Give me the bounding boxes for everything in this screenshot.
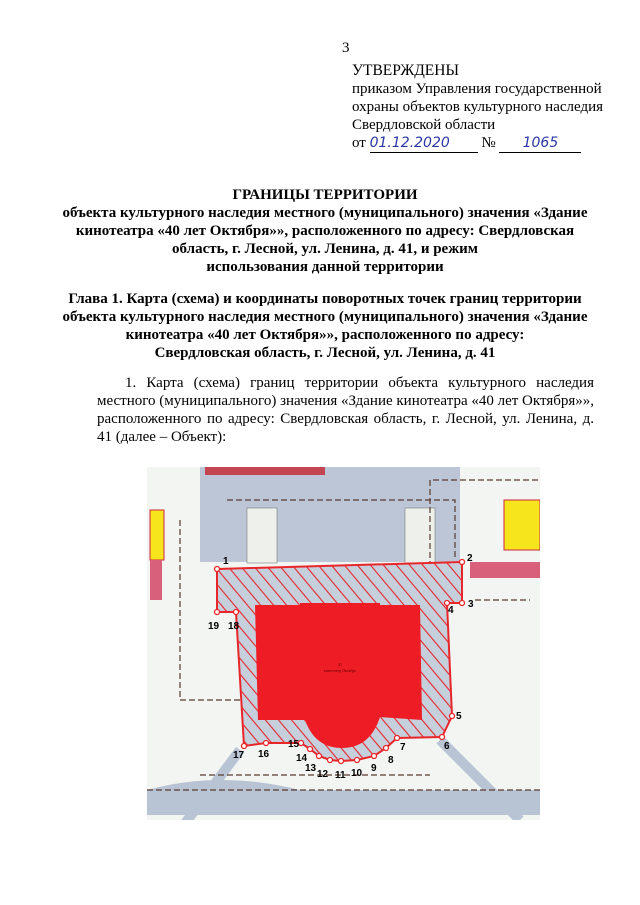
boundary-point-label: 15: [288, 739, 300, 750]
approval-line: приказом Управления государственной: [352, 81, 602, 97]
boundary-point-marker: [317, 754, 322, 759]
chapter-heading: [60, 290, 590, 362]
boundary-point-marker: [450, 714, 455, 719]
boundary-point-label: 14: [296, 753, 308, 764]
boundary-point-marker: [395, 736, 400, 741]
boundary-point-marker: [339, 759, 344, 764]
boundary-point-marker: [308, 747, 313, 752]
pink-strip: [205, 467, 325, 475]
boundary-point-label: 4: [448, 605, 454, 616]
boundary-point-marker: [328, 758, 333, 763]
from-label: от: [352, 135, 366, 151]
chapter-line: Свердловская область, г. Лесной, ул. Ленина, д. 41: [154, 345, 496, 361]
boundary-point-marker: [264, 741, 269, 746]
order-number: 1065: [522, 135, 559, 151]
order-date: 01.12.2020: [369, 135, 450, 151]
boundary-point-label: 9: [371, 763, 377, 774]
territory-map: [147, 467, 540, 837]
boundary-point-label: 13: [305, 763, 317, 774]
approval-order-line: [352, 134, 603, 153]
approval-line: Свердловской области: [352, 117, 496, 133]
boundary-point-marker: [372, 754, 377, 759]
boundary-point-label: 18: [228, 621, 240, 632]
boundary-point-label: 3: [468, 599, 474, 610]
boundary-point-marker: [234, 610, 239, 615]
boundary-point-marker: [299, 741, 304, 746]
boundary-point-marker: [215, 610, 220, 615]
boundary-point-label: 12: [317, 769, 329, 780]
chapter-line: объекта культурного наследия местного (муниципального) значения «Здание: [62, 309, 588, 325]
boundary-point-label: 10: [351, 768, 363, 779]
boundary-point-label: 19: [208, 621, 220, 632]
boundary-point-label: 2: [467, 553, 473, 564]
boundary-point-label: 1: [223, 556, 229, 567]
boundary-point-marker: [355, 758, 360, 763]
building-sublabel: кинотеатр Октябрь: [323, 668, 357, 673]
boundary-point-marker: [440, 735, 445, 740]
title-line: область, г. Лесной, ул. Ленина, д. 41, и режим: [172, 241, 478, 257]
title-line: ГРАНИЦЫ ТЕРРИТОРИИ: [232, 187, 418, 203]
pink-building: [470, 562, 540, 578]
boundary-point-label: 17: [233, 750, 245, 761]
boundary-point-label: 5: [456, 711, 462, 722]
approval-block: [352, 62, 603, 153]
approval-heading: УТВЕРЖДЕНЫ: [352, 62, 459, 79]
boundary-point-label: 8: [388, 755, 394, 766]
boundary-point-marker: [242, 744, 247, 749]
boundary-point-marker: [384, 746, 389, 751]
chapter-line: Глава 1. Карта (схема) и координаты поворотных точек границ территории: [68, 291, 582, 307]
boundary-point-label: 7: [400, 742, 406, 753]
paragraph-text: 1. Карта (схема) границ территории объекта культурного наследия местного (муниципального) значения «Здание кинотеатра «40 лет Октября»», расположенного по адресу: Свердловская область, г. Лесной, ул. Ленина, д. 41 (далее – Объект):: [97, 375, 595, 445]
chapter-line: кинотеатра «40 лет Октября»», расположенного по адресу:: [125, 327, 525, 343]
boundary-point-marker: [460, 601, 465, 606]
page-number: 3: [342, 40, 350, 56]
number-label: №: [481, 135, 496, 151]
boundary-point-label: 16: [258, 749, 270, 760]
yellow-building: [150, 510, 164, 560]
body-paragraph: [97, 374, 594, 446]
approval-line: охраны объектов культурного наследия: [352, 99, 604, 115]
boundary-point-label: 11: [335, 770, 346, 781]
title-line: кинотеатра «40 лет Октября»», расположенного по адресу: Свердловская: [75, 223, 575, 239]
boundary-point-marker: [215, 567, 220, 572]
building-label: 41: [338, 662, 342, 667]
boundary-point-label: 6: [444, 741, 450, 752]
title-line: объекта культурного наследия местного (муниципального) значения «Здание: [62, 205, 588, 221]
boundary-point-marker: [460, 560, 465, 565]
title-line: использования данной территории: [206, 259, 444, 275]
document-title: [60, 186, 590, 276]
yellow-building: [504, 500, 540, 550]
